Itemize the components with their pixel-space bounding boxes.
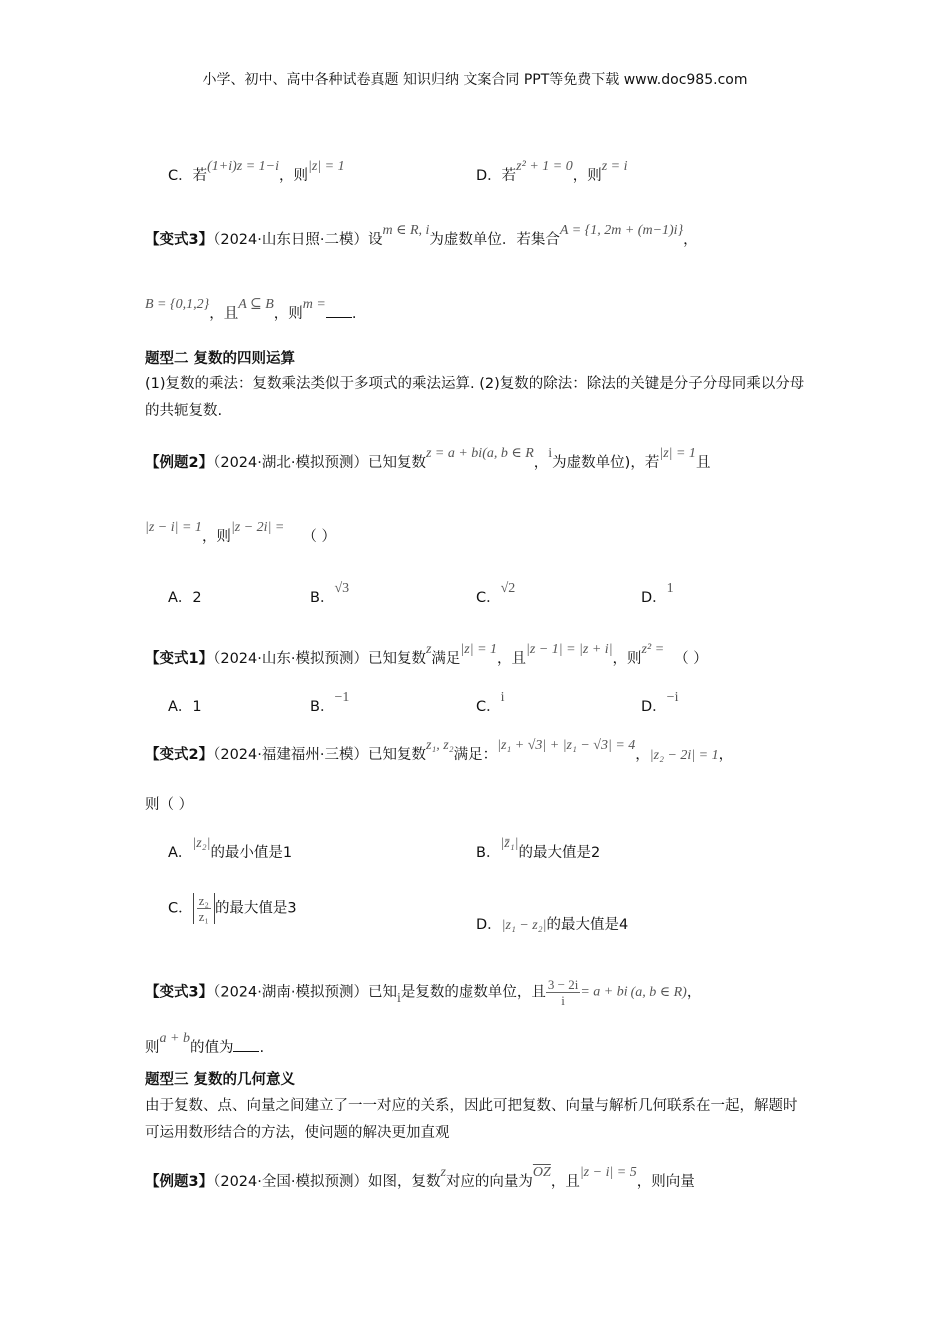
option-b: B．|z̄₁|的最大值是2 bbox=[476, 836, 601, 861]
option-letter: C． bbox=[168, 168, 193, 184]
option-d: D．−i bbox=[641, 690, 679, 715]
variant3-line1: 【变式3】（2024·山东日照·二模）设m ∈ R, i为虚数单位．若集合A = {1, 2m + (m−1)i}， bbox=[145, 223, 698, 248]
question-tag: 【变式2】 bbox=[145, 747, 214, 763]
section-description: 由于复数、点、向量之间建立了一一对应的关系，因此可把复数、向量与解析几何联系在一起，解题时可运用数形结合的方法，使问题的解决更加直观 bbox=[145, 1098, 798, 1141]
math: (1+i)z = 1−i bbox=[207, 159, 280, 174]
math: z² + 1 = 0 bbox=[516, 159, 573, 174]
answer-blank bbox=[233, 1037, 259, 1052]
variant2-line1: 【变式2】（2024·福建福州·三模）已知复数z₁, z₂满足：|z₁ + √3| + |z₁ − √3| = 4，|z₂ − 2i| = 1， bbox=[145, 738, 734, 763]
option-a: A．1 bbox=[168, 699, 202, 715]
fraction: $\frac{3 - 2i}{i}$ bbox=[547, 977, 579, 1008]
option-d: D．1 bbox=[641, 581, 674, 606]
variant3b-line1: 【变式3】（2024·湖南·模拟预测）已知i是复数的虚数单位，且 $\frac{3 - 2i}{i}$ = a + bi (a, b ∈ R)， bbox=[145, 977, 702, 1008]
option-c: C．i bbox=[476, 690, 505, 715]
option-letter: D． bbox=[476, 168, 502, 184]
option-b: B．√3 bbox=[310, 581, 350, 606]
variant3-line2: B = {0,1,2}，且A ⊆ B，则m =. bbox=[145, 297, 357, 322]
page-header: 小学、初中、高中各种试卷真题 知识归纳 文案合同 PPT等免费下载 www.doc985.com bbox=[202, 72, 748, 88]
question-tag: 【变式3】 bbox=[145, 984, 214, 1001]
fraction: $\frac{\text{z₂}}{\text{z₁}}$ bbox=[198, 893, 209, 924]
vector-oz: $\overline{OZ}$ bbox=[532, 1165, 551, 1180]
option-b: B．−1 bbox=[310, 690, 350, 715]
option-a: A．|z₂|的最小值是1 bbox=[168, 836, 293, 861]
option-c: C．√2 bbox=[476, 581, 516, 606]
abs-bars bbox=[193, 893, 215, 924]
example2-line2: |z − i| = 1，则|z − 2i| =（ ） bbox=[145, 520, 336, 545]
question-tag: 【例题2】 bbox=[145, 455, 214, 471]
section-title: 题型三 复数的几何意义 bbox=[145, 1072, 296, 1088]
prev-option-d: D．若z² + 1 = 0，则z = i bbox=[476, 159, 628, 184]
example3-line: 【例题3】（2024·全国·模拟预测）如图，复数z对应的向量为$\overline{OZ}$，且|z − i| = 5，则向量 bbox=[145, 1165, 695, 1190]
variant3b-line2: 则a + b的值为 . bbox=[145, 1031, 265, 1056]
section-title: 题型二 复数的四则运算 bbox=[145, 351, 296, 367]
section-description: (1)复数的乘法：复数乘法类似于多项式的乘法运算. (2)复数的除法：除法的关键是分子分母同乘以分母的共轭复数. bbox=[145, 376, 805, 419]
answer-blank bbox=[326, 303, 352, 318]
option-d: D．|z₁ − z₂|的最大值是4 bbox=[476, 917, 629, 933]
prev-option-c: C．若(1+i)z = 1−i，则|z| = 1 bbox=[168, 159, 345, 184]
question-tag: 【变式3】 bbox=[145, 232, 214, 248]
question-tag: 【变式1】 bbox=[145, 651, 214, 667]
math: z = i bbox=[601, 159, 628, 174]
example2-line1: 【例题2】（2024·湖北·模拟预测）已知复数z = a + bi(a, b ∈ R，i为虚数单位)，若|z| = 1且 bbox=[145, 446, 711, 471]
question-tag: 【例题3】 bbox=[145, 1174, 214, 1190]
option-c: C． $\frac{\text{z₂}}{\text{z₁}}$ 的最大值是3 bbox=[168, 893, 297, 924]
option-a: A．2 bbox=[168, 590, 202, 606]
variant1-line: 【变式1】（2024·山东·模拟预测）已知复数z满足|z| = 1，且|z − 1| = |z + i|，则z² =（ ） bbox=[145, 642, 708, 667]
variant2-line2: 则（ ） bbox=[145, 797, 194, 813]
math: |z| = 1 bbox=[308, 159, 345, 174]
